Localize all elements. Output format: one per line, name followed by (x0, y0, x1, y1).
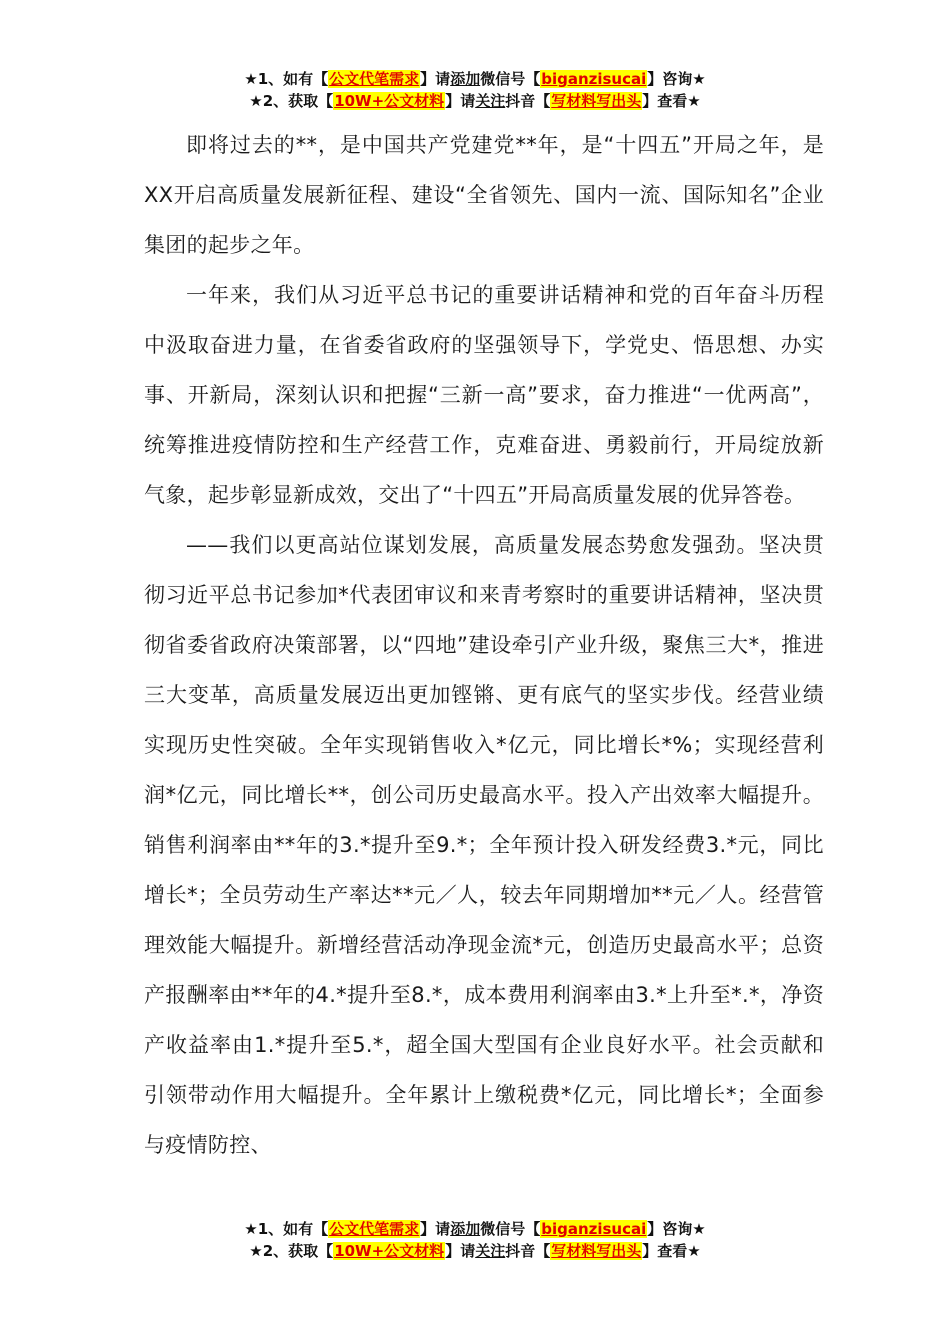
banner-highlight: biganzisucai (541, 70, 647, 88)
banner-text: 】请 (420, 70, 451, 88)
banner-emphasis: 关注 (475, 92, 506, 110)
document-body (144, 120, 824, 1170)
banner-emphasis: 添加 (450, 1220, 481, 1238)
banner-line-1 (0, 68, 950, 90)
banner-line-2 (0, 1240, 950, 1262)
banner-emphasis: 关注 (475, 1242, 506, 1260)
banner-text: 】请 (445, 92, 476, 110)
banner-text: 】咨询★ (647, 70, 706, 88)
banner-text: 】咨询★ (647, 1220, 706, 1238)
banner-emphasis: 添加 (450, 70, 481, 88)
banner-text: 微信号【 (480, 1220, 541, 1238)
banner-text: 抖音【 (505, 1242, 551, 1260)
banner-highlight: biganzisucai (541, 1220, 647, 1238)
paragraph-intro: 即将过去的**，是中国共产党建党**年，是“十四五”开局之年，是XX开启高质量发展新征程、建设“全省领先、国内一流、国际知名”企业集团的起步之年。 (144, 133, 824, 257)
footer-banner (0, 1218, 950, 1262)
header-banner (0, 68, 950, 112)
banner-text: 】查看★ (642, 1242, 701, 1260)
banner-highlight: 写材料写出头 (551, 92, 642, 110)
banner-line-2 (0, 90, 950, 112)
banner-text: 抖音【 (505, 92, 551, 110)
banner-text: ★2、获取【 (249, 92, 334, 110)
banner-text: 】请 (445, 1242, 476, 1260)
banner-text: 】查看★ (642, 92, 701, 110)
paragraph-review: 一年来，我们从习近平总书记的重要讲话精神和党的百年奋斗历程中汲取奋进力量，在省委省政府的坚强领导下，学党史、悟思想、办实事、开新局，深刻认识和把握“三新一高”要求，奋力推进“一优两高”，统筹推进疫情防控和生产经营工作，克难奋进、勇毅前行，开局绽放新气象，起步彰显新成效，交出了“十四五”开局高质量发展的优异答卷。 (144, 283, 824, 507)
banner-text: ★2、获取【 (249, 1242, 334, 1260)
banner-highlight: 10W+公文材料 (334, 92, 445, 110)
banner-text: ★1、如有【 (244, 70, 329, 88)
banner-text: 】请 (420, 1220, 451, 1238)
banner-text: ★1、如有【 (244, 1220, 329, 1238)
banner-text: 微信号【 (480, 70, 541, 88)
banner-highlight: 公文代笔需求 (329, 70, 420, 88)
banner-highlight: 写材料写出头 (551, 1242, 642, 1260)
banner-line-1 (0, 1218, 950, 1240)
banner-highlight: 10W+公文材料 (334, 1242, 445, 1260)
paragraph-development: ——我们以更高站位谋划发展，高质量发展态势愈发强劲。坚决贯彻习近平总书记参加*代表团审议和来青考察时的重要讲话精神，坚决贯彻省委省政府决策部署，以“四地”建设牵引产业升级，聚焦三大*，推进三大变革，高质量发展迈出更加铿锵、更有底气的坚实步伐。经营业绩实现历史性突破。全年实现销售收入*亿元，同比增长*%；实现经营利润*亿元，同比增长**，创公司历史最高水平。投入产出效率大幅提升。销售利润率由**年的3.*提升至9.*；全年预计投入研发经费3.*元，同比增长*；全员劳动生产率达**元／人，较去年同期增加**元／人。经营管理效能大幅提升。新增经营活动净现金流*元，创造历史最高水平；总资产报酬率由**年的4.*提升至8.*，成本费用利润率由3.*上升至*.*，净资产收益率由1.*提升至5.*，超全国大型国有企业良好水平。社会贡献和引领带动作用大幅提升。全年累计上缴税费*亿元，同比增长*；全面参与疫情防控、 (144, 533, 824, 1157)
banner-highlight: 公文代笔需求 (329, 1220, 420, 1238)
